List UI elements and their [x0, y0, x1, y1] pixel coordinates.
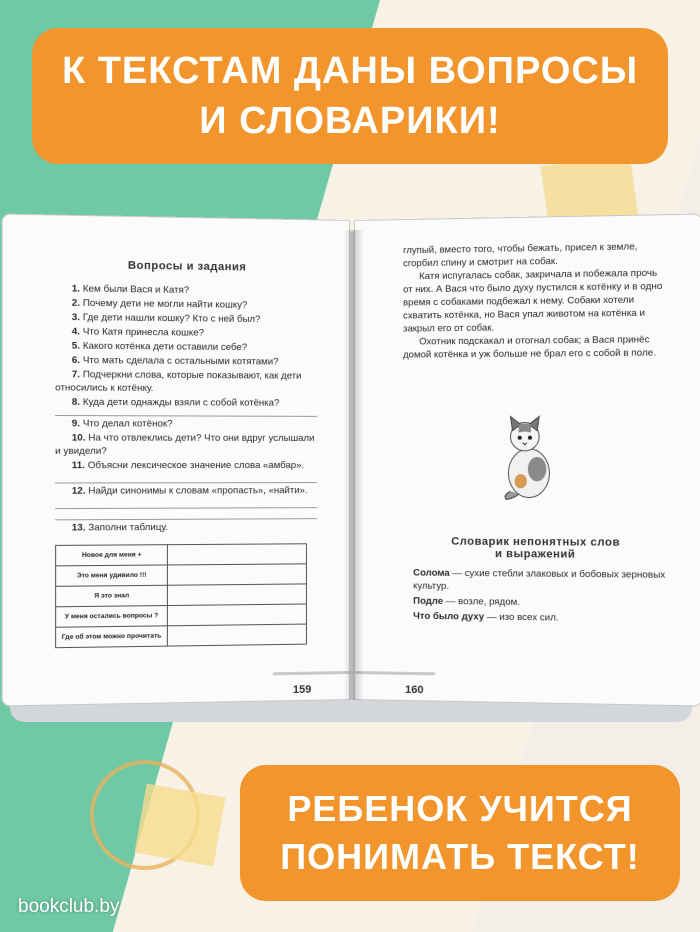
question-item: 10. На что отвлеклись дети? Что они вдруг услышали и увидели? — [55, 432, 315, 457]
table-row: Новое для меня + — [56, 544, 307, 566]
question-item: 7. Подчеркни слова, которые показывают, как дети относились к котёнку. — [55, 369, 302, 395]
glossary-title-line2: и выражений — [495, 547, 576, 561]
question-item: 2. Почему дети не могли найти кошку? — [71, 297, 248, 311]
story-paragraph: Катя испугалась собак, закричала и побежала прочь от них. А Вася что было духу пустился к котёнку и в одно время с собаками подбежал к нему. Собаки хотели схватить котёнка, но Вася упал животом на котёнка и закрыл его от собак. — [403, 267, 663, 335]
page-decor-line — [355, 671, 435, 675]
question-item: 11. Объясни лексическое значение слова «амбар». — [71, 460, 305, 472]
glossary-entry: Что было духу — изо всех сил. — [413, 610, 559, 624]
question-item: 5. Какого котёнка дети оставили себе? — [71, 340, 248, 354]
table-row: Я это знал — [56, 584, 307, 607]
site-logo[interactable]: bookclub.by — [18, 896, 120, 917]
question-item: 6. Что мать сделала с остальными котятами? — [71, 354, 279, 368]
question-item: 9. Что делал котёнок? — [71, 418, 173, 430]
question-item: 4. Что Катя принесла кошке? — [71, 326, 205, 339]
right-page — [354, 214, 700, 707]
banner-top-line2: И СЛОВАРИКИ! — [199, 100, 501, 142]
table-row: Где об этом можно прочитать — [56, 624, 307, 648]
question-item: 12. Найди синонимы к словам «пропасть», «найти». — [71, 485, 308, 497]
banner-bottom — [240, 765, 680, 901]
glossary-title — [403, 535, 670, 561]
page-number-right: 160 — [405, 683, 424, 697]
story-paragraph: Охотник подскакал и отогнал собак; а Вася принёс домой котёнка и уж больше не брал его с собой в поле. — [403, 334, 657, 361]
open-book — [6, 212, 696, 722]
left-page — [2, 214, 350, 707]
banner-bottom-line2: ПОНИМАТЬ ТЕКСТ! — [280, 836, 640, 877]
glossary-entry: Солома — сухие стебли злаковых и бобовых зерновых культур. — [413, 567, 666, 592]
table-row: У меня остались вопросы ? — [56, 604, 307, 627]
banner-bottom-line1: РЕБЕНОК УЧИТСЯ — [287, 788, 633, 829]
question-item: 8. Куда дети однажды взяли с собой котёнка? — [71, 396, 280, 409]
glossary — [413, 566, 670, 628]
table-row: Это меня удивило !!! — [56, 564, 307, 586]
fill-in-table — [55, 543, 307, 648]
left-page-title: Вопросы и задания — [127, 259, 247, 274]
story-paragraph: глупый, вместо того, чтобы бежать, присел к земле, сгорбил спину и смотрит на собак. — [403, 241, 638, 270]
cat-illustration-icon — [496, 410, 557, 501]
question-item: 3. Где дети нашли кошку? Кто с ней был? — [71, 311, 261, 326]
glossary-entry: Подле — возле, рядом. — [413, 595, 521, 608]
question-item: 13. Заполни таблицу. — [71, 521, 169, 534]
answer-line — [55, 507, 317, 509]
glossary-title-line1: Словарик непонятных слов — [451, 535, 620, 549]
page-number-left: 159 — [292, 683, 312, 697]
banner-top — [32, 28, 668, 164]
question-list — [55, 282, 317, 535]
book-gutter — [344, 230, 364, 700]
decor-sticky-note-2 — [135, 784, 226, 867]
banner-top-line1: К ТЕКСТАМ ДАНЫ ВОПРОСЫ — [61, 50, 639, 92]
page-decor-line — [273, 671, 353, 675]
question-item: 1. Кем были Вася и Катя? — [71, 283, 190, 296]
